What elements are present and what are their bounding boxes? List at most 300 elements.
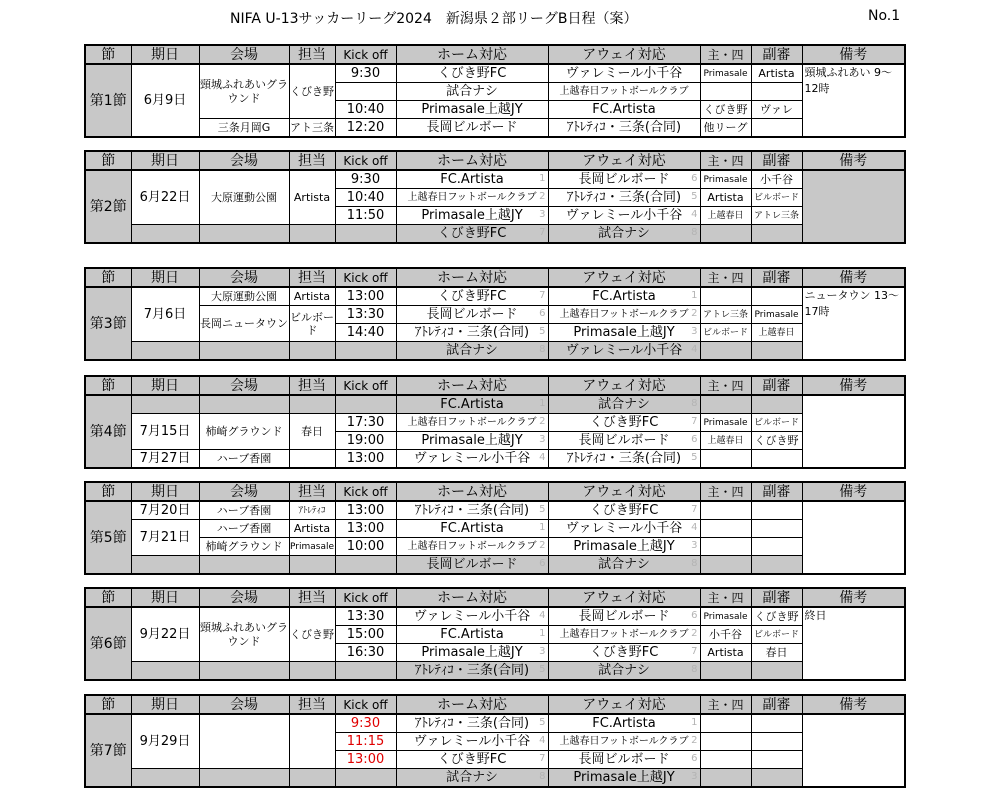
- col-venue: 会場: [199, 695, 289, 714]
- away-team: 試合ナシ 8: [548, 662, 700, 681]
- home-team: FC.Artista 1: [396, 395, 548, 414]
- col-kickoff: Kick off: [335, 268, 396, 287]
- match-row: [85, 287, 905, 306]
- note: ニュータウン 13～17時: [802, 287, 905, 360]
- assistant-referee: [751, 751, 802, 769]
- match-date: 6月22日: [131, 170, 199, 225]
- home-team: 試合ナシ 8: [396, 769, 548, 788]
- home-team: 長岡ビルボード 6: [396, 556, 548, 575]
- away-team: 上越春日フットボールクラブ: [548, 83, 700, 101]
- assistant-referee: [751, 733, 802, 751]
- venue: ハーブ香園: [199, 450, 289, 469]
- col-org: 担当: [289, 376, 335, 395]
- away-team: くびき野FC 7: [548, 501, 700, 520]
- col-note: 備考: [802, 376, 905, 395]
- col-sub: 副審: [751, 482, 802, 501]
- home-team: 長岡ビルボード: [396, 119, 548, 138]
- col-main: 主・四: [700, 45, 751, 64]
- away-team: 試合ナシ 8: [548, 225, 700, 244]
- assistant-referee: [751, 83, 802, 101]
- match-date: 7月20日: [131, 501, 199, 520]
- home-team: Primasale上越JY: [396, 101, 548, 119]
- col-round: 節: [85, 695, 131, 714]
- note: 頸城ふれあい 9～12時: [802, 64, 905, 137]
- match-date: 9月29日: [131, 714, 199, 769]
- main-referee: [700, 538, 751, 556]
- home-team: ヴァレミール小千谷 4: [396, 607, 548, 626]
- match-row: [85, 225, 905, 244]
- col-away: アウェイ対応: [548, 268, 700, 287]
- col-home: ホーム対応: [396, 151, 548, 170]
- away-team: ヴァレミール小千谷: [548, 64, 700, 83]
- home-team: Primasale上越JY 3: [396, 644, 548, 662]
- home-team: ｱﾄﾚﾃｨｺ・三条(合同) 5: [396, 501, 548, 520]
- home-team: 上越春日フットボールクラブ 2: [396, 414, 548, 432]
- home-team: FC.Artista 1: [396, 626, 548, 644]
- col-kickoff: Kick off: [335, 151, 396, 170]
- round-4-table: [84, 375, 906, 469]
- home-team: 上越春日フットボールクラブ 2: [396, 538, 548, 556]
- away-team: FC.Artista: [548, 101, 700, 119]
- kickoff-time: 13:00: [335, 751, 396, 769]
- assistant-referee: Primasale: [751, 306, 802, 324]
- col-date: 期日: [131, 588, 199, 607]
- main-referee: アトレ三条: [700, 306, 751, 324]
- col-main: 主・四: [700, 268, 751, 287]
- header-row: [85, 268, 905, 287]
- match-row: [85, 450, 905, 469]
- home-team: FC.Artista 1: [396, 520, 548, 538]
- organizer: くびき野: [289, 64, 335, 119]
- venue: [199, 714, 289, 769]
- match-row: [85, 119, 905, 138]
- away-team: 試合ナシ 8: [548, 556, 700, 575]
- assistant-referee: [751, 520, 802, 538]
- col-date: 期日: [131, 268, 199, 287]
- empty-cell: [289, 342, 335, 361]
- away-team: 上越春日フットボールクラブ 2: [548, 733, 700, 751]
- kickoff-time: [335, 342, 396, 361]
- kickoff-time: 19:00: [335, 432, 396, 450]
- match-row: [85, 501, 905, 520]
- home-team: ｱﾄﾚﾃｨｺ・三条(合同) 5: [396, 662, 548, 681]
- home-team: ヴァレミール小千谷 4: [396, 450, 548, 469]
- main-referee: [700, 662, 751, 681]
- col-round: 節: [85, 45, 131, 64]
- home-team: くびき野FC: [396, 64, 548, 83]
- away-team: Primasale上越JY 3: [548, 324, 700, 342]
- kickoff-time: 9:30: [335, 64, 396, 83]
- round-3-table: [84, 267, 906, 361]
- col-away: アウェイ対応: [548, 151, 700, 170]
- col-date: 期日: [131, 45, 199, 64]
- organizer: ビルボード: [289, 306, 335, 342]
- round-label: 第4節: [85, 395, 131, 468]
- col-org: 担当: [289, 268, 335, 287]
- empty-cell: [199, 769, 289, 788]
- col-venue: 会場: [199, 45, 289, 64]
- home-team: くびき野FC 7: [396, 287, 548, 306]
- venue: 柿崎グラウンド: [199, 538, 289, 556]
- empty-cell: [199, 556, 289, 575]
- kickoff-time: 10:00: [335, 538, 396, 556]
- col-note: 備考: [802, 482, 905, 501]
- match-row: [85, 395, 905, 414]
- away-team: 長岡ビルボード 6: [548, 607, 700, 626]
- away-team: ｱﾄﾚﾃｨｺ・三条(合同) 5: [548, 450, 700, 469]
- empty-cell: [131, 769, 199, 788]
- organizer: [289, 450, 335, 469]
- col-org: 担当: [289, 695, 335, 714]
- round-5-table: [84, 481, 906, 575]
- organizer: Artista: [289, 520, 335, 538]
- kickoff-time: 9:30: [335, 714, 396, 733]
- match-date: 7月6日: [131, 287, 199, 342]
- round-6-table: [84, 587, 906, 681]
- away-team: 長岡ビルボード 6: [548, 751, 700, 769]
- match-date: 9月22日: [131, 607, 199, 662]
- col-away: アウェイ対応: [548, 376, 700, 395]
- main-referee: Primasale: [700, 170, 751, 189]
- col-round: 節: [85, 482, 131, 501]
- away-team: 長岡ビルボード 6: [548, 432, 700, 450]
- col-round: 節: [85, 151, 131, 170]
- assistant-referee: [751, 538, 802, 556]
- main-referee: [700, 751, 751, 769]
- venue: 三条月岡G: [199, 119, 289, 138]
- match-date: 7月15日: [131, 414, 199, 450]
- organizer: 春日: [289, 414, 335, 450]
- empty-cell: [199, 662, 289, 681]
- empty-cell: [199, 342, 289, 361]
- match-row: [85, 520, 905, 538]
- kickoff-time: [335, 556, 396, 575]
- assistant-referee: [751, 662, 802, 681]
- kickoff-time: [335, 769, 396, 788]
- organizer: ｱﾄﾚﾃｨｺ: [289, 501, 335, 520]
- col-venue: 会場: [199, 376, 289, 395]
- main-referee: [700, 83, 751, 101]
- main-referee: ビルボード: [700, 324, 751, 342]
- empty-cell: [131, 662, 199, 681]
- home-team: 上越春日フットボールクラブ 2: [396, 189, 548, 207]
- header-row: [85, 376, 905, 395]
- match-row: [85, 64, 905, 83]
- venue: ハーブ香園: [199, 520, 289, 538]
- venue: 頸城ふれあいグラウンド: [199, 64, 289, 119]
- kickoff-time: 17:30: [335, 414, 396, 432]
- main-referee: [700, 733, 751, 751]
- organizer: [289, 714, 335, 769]
- venue: 長岡ニュータウン: [199, 306, 289, 342]
- away-team: ｱﾄﾚﾃｨｺ・三条(合同): [548, 119, 700, 138]
- match-date: 7月21日: [131, 520, 199, 556]
- main-referee: [700, 450, 751, 469]
- col-home: ホーム対応: [396, 45, 548, 64]
- page-number: No.1: [868, 8, 901, 24]
- col-main: 主・四: [700, 376, 751, 395]
- col-kickoff: Kick off: [335, 482, 396, 501]
- kickoff-time: 16:30: [335, 644, 396, 662]
- header-row: [85, 695, 905, 714]
- match-row: [85, 556, 905, 575]
- home-team: Primasale上越JY 3: [396, 432, 548, 450]
- col-sub: 副審: [751, 151, 802, 170]
- col-org: 担当: [289, 151, 335, 170]
- match-row: [85, 714, 905, 733]
- col-org: 担当: [289, 588, 335, 607]
- note: 終日: [802, 607, 905, 680]
- away-team: Primasale上越JY 3: [548, 769, 700, 788]
- round-1-table: [84, 44, 906, 138]
- organizer: Artista: [289, 287, 335, 306]
- kickoff-time: 11:15: [335, 733, 396, 751]
- col-sub: 副審: [751, 268, 802, 287]
- main-referee: 上越春日: [700, 432, 751, 450]
- main-referee: [700, 520, 751, 538]
- kickoff-time: 13:30: [335, 607, 396, 626]
- col-venue: 会場: [199, 588, 289, 607]
- away-team: 上越春日フットボールクラブ 2: [548, 306, 700, 324]
- match-row: [85, 538, 905, 556]
- main-referee: 小千谷: [700, 626, 751, 644]
- kickoff-time: 13:00: [335, 450, 396, 469]
- round-label: 第5節: [85, 501, 131, 574]
- match-date: 7月27日: [131, 450, 199, 469]
- col-date: 期日: [131, 695, 199, 714]
- assistant-referee: Artista: [751, 64, 802, 83]
- col-away: アウェイ対応: [548, 482, 700, 501]
- header-row: [85, 482, 905, 501]
- organizer: くびき野: [289, 607, 335, 662]
- main-referee: 他リーグ: [700, 119, 751, 138]
- col-home: ホーム対応: [396, 376, 548, 395]
- round-label: 第2節: [85, 170, 131, 243]
- main-referee: [700, 342, 751, 361]
- col-org: 担当: [289, 45, 335, 64]
- header-row: [85, 45, 905, 64]
- empty-cell: [289, 662, 335, 681]
- venue: 頸城ふれあいグラウンド: [199, 607, 289, 662]
- col-sub: 副審: [751, 45, 802, 64]
- away-team: くびき野FC 7: [548, 414, 700, 432]
- home-team: 試合ナシ: [396, 83, 548, 101]
- match-row: [85, 769, 905, 788]
- organizer: アト三条: [289, 119, 335, 138]
- col-venue: 会場: [199, 268, 289, 287]
- col-venue: 会場: [199, 151, 289, 170]
- main-referee: Artista: [700, 189, 751, 207]
- assistant-referee: ビルボード: [751, 626, 802, 644]
- empty-cell: [289, 556, 335, 575]
- home-team: くびき野FC 7: [396, 751, 548, 769]
- col-main: 主・四: [700, 695, 751, 714]
- page-title: NIFA U-13サッカーリーグ2024 新潟県２部リーグB日程（案）: [230, 11, 638, 27]
- col-note: 備考: [802, 45, 905, 64]
- main-referee: Artista: [700, 644, 751, 662]
- away-team: FC.Artista 1: [548, 287, 700, 306]
- assistant-referee: 春日: [751, 644, 802, 662]
- round-label: 第6節: [85, 607, 131, 680]
- venue: 大原運動公園: [199, 170, 289, 225]
- main-referee: [700, 225, 751, 244]
- col-kickoff: Kick off: [335, 588, 396, 607]
- col-kickoff: Kick off: [335, 695, 396, 714]
- away-team: ヴァレミール小千谷 4: [548, 207, 700, 225]
- assistant-referee: くびき野: [751, 432, 802, 450]
- empty-cell: [131, 556, 199, 575]
- away-team: ヴァレミール小千谷 4: [548, 520, 700, 538]
- assistant-referee: [751, 714, 802, 733]
- assistant-referee: くびき野: [751, 607, 802, 626]
- col-kickoff: Kick off: [335, 45, 396, 64]
- match-row: [85, 662, 905, 681]
- away-team: ヴァレミール小千谷 4: [548, 342, 700, 361]
- col-note: 備考: [802, 268, 905, 287]
- away-team: ｱﾄﾚﾃｨｺ・三条(合同) 5: [548, 189, 700, 207]
- col-home: ホーム対応: [396, 695, 548, 714]
- assistant-referee: 上越春日: [751, 324, 802, 342]
- match-row: [85, 607, 905, 626]
- col-round: 節: [85, 376, 131, 395]
- home-team: Primasale上越JY 3: [396, 207, 548, 225]
- round-7-table: [84, 694, 906, 788]
- assistant-referee: [751, 556, 802, 575]
- away-team: 試合ナシ 8: [548, 395, 700, 414]
- main-referee: Primasale: [700, 64, 751, 83]
- organizer: Primasale: [289, 538, 335, 556]
- assistant-referee: [751, 769, 802, 788]
- organizer: Artista: [289, 170, 335, 225]
- kickoff-time: 13:00: [335, 287, 396, 306]
- empty-cell: [131, 342, 199, 361]
- match-row: [85, 306, 905, 324]
- kickoff-time: 12:20: [335, 119, 396, 138]
- col-round: 節: [85, 588, 131, 607]
- empty-cell: [199, 395, 289, 414]
- round-label: 第3節: [85, 287, 131, 360]
- kickoff-time: 9:30: [335, 170, 396, 189]
- note: [802, 501, 905, 574]
- round-label: 第7節: [85, 714, 131, 787]
- empty-cell: [289, 225, 335, 244]
- home-team: ｱﾄﾚﾃｨｺ・三条(合同) 5: [396, 714, 548, 733]
- assistant-referee: [751, 450, 802, 469]
- col-note: 備考: [802, 588, 905, 607]
- kickoff-time: 15:00: [335, 626, 396, 644]
- kickoff-time: 14:40: [335, 324, 396, 342]
- page-header: [0, 0, 985, 40]
- col-main: 主・四: [700, 151, 751, 170]
- away-team: くびき野FC 7: [548, 644, 700, 662]
- kickoff-time: [335, 395, 396, 414]
- home-team: ｱﾄﾚﾃｨｺ・三条(合同) 5: [396, 324, 548, 342]
- home-team: 試合ナシ 8: [396, 342, 548, 361]
- away-team: 長岡ビルボード 6: [548, 170, 700, 189]
- col-sub: 副審: [751, 588, 802, 607]
- kickoff-time: 10:40: [335, 189, 396, 207]
- round-label: 第1節: [85, 64, 131, 137]
- empty-cell: [131, 395, 199, 414]
- col-home: ホーム対応: [396, 268, 548, 287]
- assistant-referee: 小千谷: [751, 170, 802, 189]
- kickoff-time: [335, 225, 396, 244]
- col-away: アウェイ対応: [548, 588, 700, 607]
- assistant-referee: ヴァレ: [751, 101, 802, 119]
- home-team: 長岡ビルボード 6: [396, 306, 548, 324]
- match-row: [85, 342, 905, 361]
- header-row: [85, 588, 905, 607]
- col-note: 備考: [802, 695, 905, 714]
- col-home: ホーム対応: [396, 588, 548, 607]
- assistant-referee: アトレ三条: [751, 207, 802, 225]
- home-team: ヴァレミール小千谷 4: [396, 733, 548, 751]
- assistant-referee: [751, 119, 802, 138]
- col-main: 主・四: [700, 482, 751, 501]
- venue: ハーブ香園: [199, 501, 289, 520]
- note: [802, 170, 905, 243]
- away-team: FC.Artista 1: [548, 714, 700, 733]
- note: [802, 395, 905, 468]
- away-team: Primasale上越JY 3: [548, 538, 700, 556]
- assistant-referee: ビルボード: [751, 189, 802, 207]
- assistant-referee: [751, 342, 802, 361]
- col-away: アウェイ対応: [548, 45, 700, 64]
- col-org: 担当: [289, 482, 335, 501]
- kickoff-time: 13:00: [335, 520, 396, 538]
- header-row: [85, 151, 905, 170]
- empty-cell: [199, 225, 289, 244]
- main-referee: 上越春日: [700, 207, 751, 225]
- col-main: 主・四: [700, 588, 751, 607]
- main-referee: [700, 395, 751, 414]
- empty-cell: [289, 395, 335, 414]
- assistant-referee: [751, 501, 802, 520]
- home-team: くびき野FC 7: [396, 225, 548, 244]
- kickoff-time: 11:50: [335, 207, 396, 225]
- away-team: 上越春日フットボールクラブ 2: [548, 626, 700, 644]
- assistant-referee: [751, 287, 802, 306]
- col-note: 備考: [802, 151, 905, 170]
- main-referee: [700, 556, 751, 575]
- match-date: 6月9日: [131, 64, 199, 137]
- round-2-table: [84, 150, 906, 244]
- main-referee: くびき野: [700, 101, 751, 119]
- kickoff-time: 13:30: [335, 306, 396, 324]
- venue: 柿崎グラウンド: [199, 414, 289, 450]
- main-referee: Primasale: [700, 414, 751, 432]
- kickoff-time: 13:00: [335, 501, 396, 520]
- col-kickoff: Kick off: [335, 376, 396, 395]
- col-round: 節: [85, 268, 131, 287]
- main-referee: [700, 714, 751, 733]
- venue: 大原運動公園: [199, 287, 289, 306]
- empty-cell: [131, 225, 199, 244]
- empty-cell: [289, 769, 335, 788]
- match-row: [85, 414, 905, 432]
- assistant-referee: ビルボード: [751, 414, 802, 432]
- note: [802, 714, 905, 787]
- assistant-referee: [751, 225, 802, 244]
- main-referee: [700, 769, 751, 788]
- kickoff-time: 10:40: [335, 101, 396, 119]
- home-team: FC.Artista 1: [396, 170, 548, 189]
- kickoff-time: [335, 662, 396, 681]
- col-sub: 副審: [751, 695, 802, 714]
- col-date: 期日: [131, 376, 199, 395]
- col-date: 期日: [131, 151, 199, 170]
- col-home: ホーム対応: [396, 482, 548, 501]
